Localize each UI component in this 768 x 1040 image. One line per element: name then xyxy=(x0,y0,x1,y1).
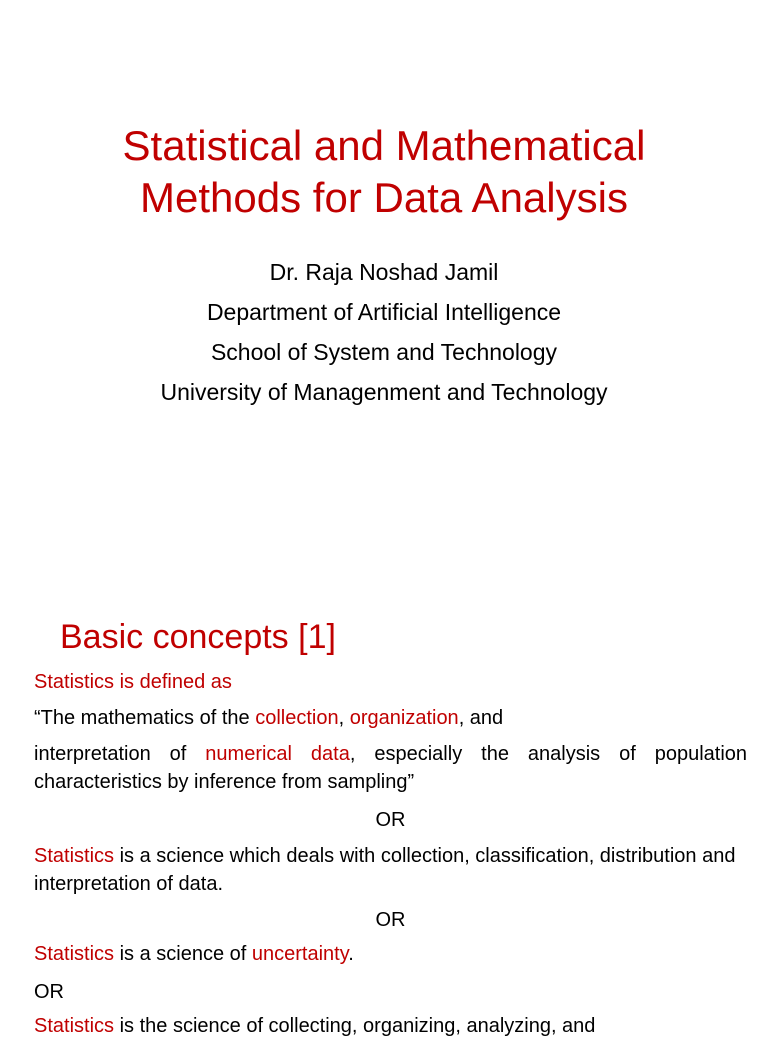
quote-rest: , especially the analysis xyxy=(349,743,601,765)
definition-2 xyxy=(34,842,747,898)
title-line-2: Methods for Data Analysis xyxy=(140,174,628,221)
quote-interpretation: interpretation of xyxy=(34,743,206,765)
department-name: Department of Artificial Intelligence xyxy=(206,299,562,325)
author-name: Dr. Raja Noshad Jamil xyxy=(269,259,499,285)
or-separator-2: OR xyxy=(375,909,406,931)
definition-4 xyxy=(34,1012,747,1040)
quote-line-1 xyxy=(34,704,747,732)
term-collection: collection xyxy=(255,707,339,729)
definition-3 xyxy=(34,940,747,968)
definition-4-text: is the science of collecting, organizing, analyzing, and xyxy=(114,1015,596,1037)
definition-3-period: . xyxy=(348,943,354,965)
definition-2-text: is a science which deals with collection, classification, distribution and interpretation of data. xyxy=(34,845,736,895)
school-name: School of System and Technology xyxy=(210,339,558,365)
university-name: University of Managenment and Technology xyxy=(160,379,608,405)
quote-paragraph xyxy=(34,740,747,796)
quote-open: “The mathematics of the xyxy=(34,707,256,729)
defined-as-line: Statistics is defined as xyxy=(34,671,232,693)
author-block xyxy=(0,252,768,412)
slide-title xyxy=(0,120,768,224)
or-separator-3: OR xyxy=(34,981,64,1003)
slide-heading: Basic concepts [1] xyxy=(60,618,336,656)
term-statistics: Statistics xyxy=(34,943,115,965)
quote-and: , and xyxy=(458,707,504,729)
title-line-1: Statistical and Mathematical xyxy=(122,122,646,169)
quote-last: of population characteristics by inference from sampling” xyxy=(34,743,748,793)
term-statistics: Statistics xyxy=(34,845,115,867)
term-organization: organization xyxy=(349,707,459,729)
definition-3-text: is a science of xyxy=(114,943,252,965)
quote-comma: , xyxy=(338,707,350,729)
or-separator-1: OR xyxy=(375,809,406,831)
term-uncertainty: uncertainty xyxy=(251,943,349,965)
concepts-slide xyxy=(0,580,768,1037)
term-statistics: Statistics xyxy=(34,1015,115,1037)
term-numerical-data: numerical data xyxy=(205,743,350,765)
